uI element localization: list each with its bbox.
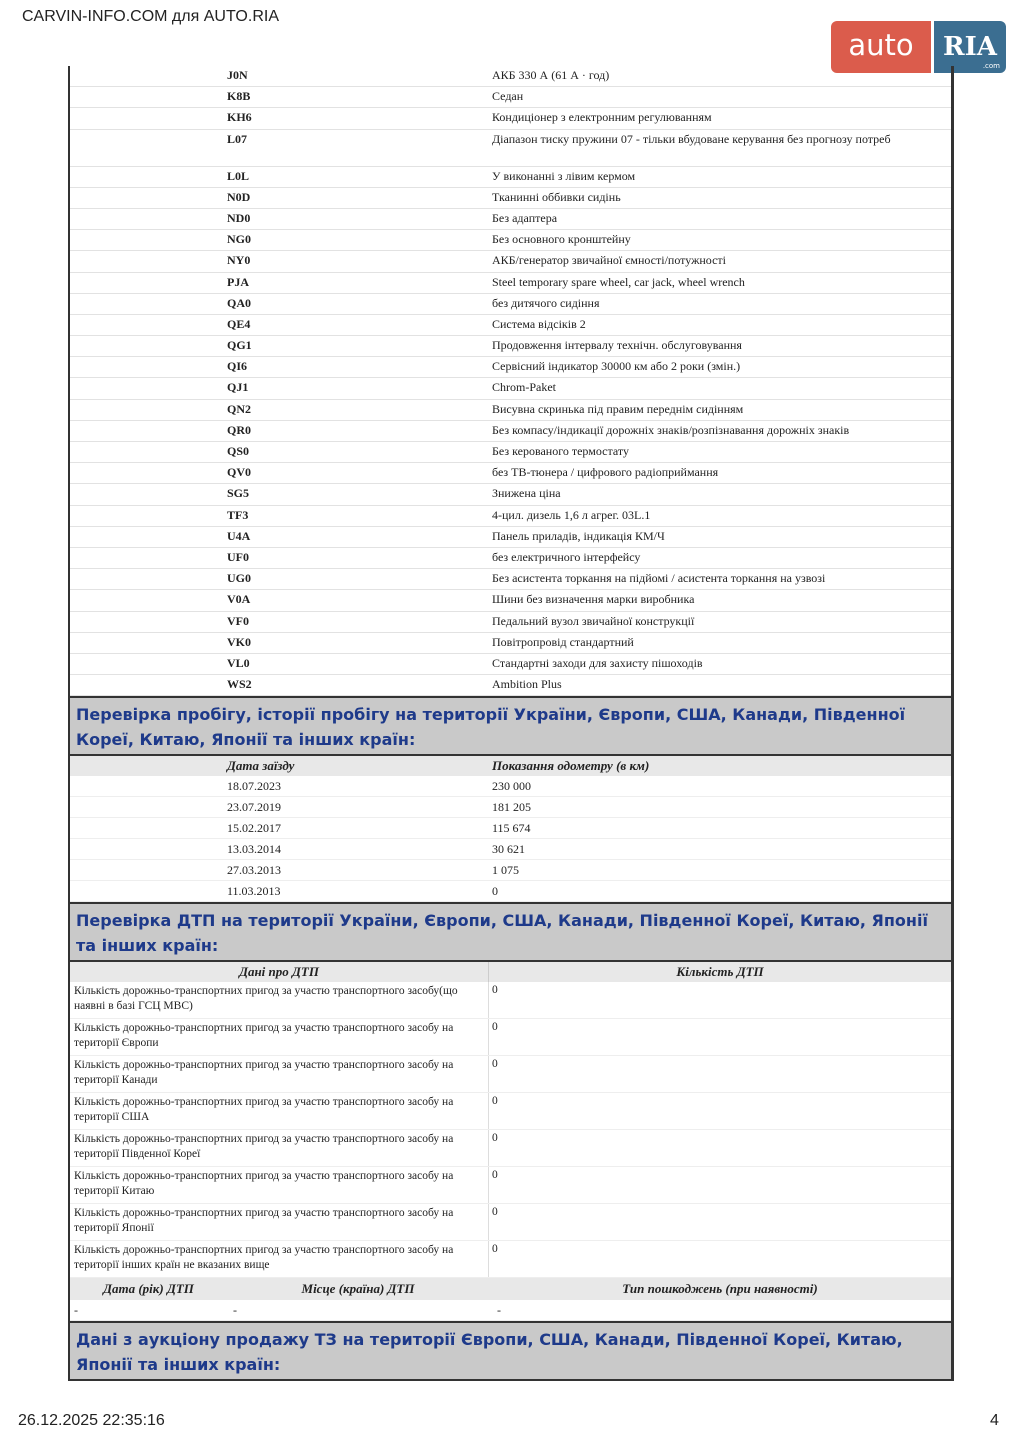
option-code: VF0 <box>227 613 249 628</box>
accident-row <box>70 1056 951 1093</box>
mileage-row <box>70 818 951 839</box>
option-description: без електричного інтерфейсу <box>492 549 641 564</box>
mileage-col-odometer: Показання одометру (в км) <box>492 758 650 774</box>
option-spacer <box>70 130 227 166</box>
accident-count: 0 <box>492 984 498 997</box>
option-row <box>70 167 951 188</box>
option-row <box>70 569 951 590</box>
col-accident-place: Місце (країна) ДТП <box>301 1281 415 1297</box>
mileage-header-row <box>70 756 951 776</box>
accident-row <box>70 1130 951 1167</box>
option-row <box>70 612 951 633</box>
accident-label: Кількість дорожньо-транспортних пригод за участю транспортного засобу на території Південної Кореї <box>70 1130 489 1166</box>
option-description: Тканинні оббивки сидінь <box>492 189 621 204</box>
option-description: Система відсіків 2 <box>492 316 586 331</box>
accident-count: 0 <box>492 1243 498 1256</box>
option-code: WS2 <box>227 677 252 692</box>
option-row <box>70 315 951 336</box>
option-description: Стандартні заходи для захисту пішоходів <box>492 655 703 670</box>
accidents-section-title: Перевірка ДТП на території України, Європи, США, Канади, Південної Кореї, Китаю, Японії та інших країн: <box>70 902 951 962</box>
option-description: Без керованого термостату <box>492 444 629 458</box>
mileage-km: 1 075 <box>492 862 519 877</box>
accident-label: Кількість дорожньо-транспортних пригод за участю транспортного засобу(що наявні в базі ГСЦ МВС) <box>70 982 489 1018</box>
option-spacer <box>70 463 227 483</box>
option-code: VK0 <box>227 634 251 649</box>
option-spacer <box>70 336 227 356</box>
option-row <box>70 527 951 548</box>
accident-label: Кількість дорожньо-транспортних пригод за участю транспортного засобу на території Японії <box>70 1204 489 1240</box>
accident-date-value: - <box>74 1302 78 1317</box>
mileage-table <box>70 776 951 902</box>
option-row <box>70 633 951 654</box>
option-code: N0D <box>227 189 251 204</box>
mileage-km: 230 000 <box>492 778 531 793</box>
option-description: Без асистента торкання на підйомі / асистента торкання на узвозі <box>492 571 826 586</box>
accidents-col-data: Дані про ДТП <box>70 962 489 982</box>
option-description: Без основного кронштейну <box>492 232 631 247</box>
footer-datetime: 26.12.2025 22:35:16 <box>18 1412 165 1429</box>
option-spacer <box>70 230 227 250</box>
option-spacer <box>70 612 227 632</box>
option-description: АКБ 330 А (61 А · год) <box>492 68 610 82</box>
mileage-col-date: Дата заїзду <box>227 758 295 774</box>
option-description: Шини без визначення марки виробника <box>492 592 695 607</box>
option-spacer <box>70 421 227 441</box>
accident-place-value: - <box>233 1302 237 1317</box>
mileage-date: 23.07.2019 <box>227 799 281 814</box>
option-description: АКБ/генератор звичайної ємності/потужності <box>492 253 727 268</box>
option-row <box>70 357 951 378</box>
option-spacer <box>70 527 227 547</box>
option-row <box>70 590 951 611</box>
mileage-row <box>70 839 951 860</box>
option-spacer <box>70 87 227 107</box>
option-spacer <box>70 569 227 589</box>
mileage-date: 18.07.2023 <box>227 778 281 793</box>
option-row <box>70 506 951 527</box>
accident-details-row <box>70 1300 951 1321</box>
option-code: L07 <box>227 131 248 146</box>
option-spacer <box>70 315 227 335</box>
option-spacer <box>70 209 227 229</box>
accident-count: 0 <box>492 1132 498 1145</box>
option-row <box>70 548 951 569</box>
logo-ria: RIA .com <box>934 21 1006 73</box>
options-table <box>70 66 951 696</box>
option-spacer <box>70 167 227 187</box>
option-spacer <box>70 188 227 208</box>
option-code: SG5 <box>227 486 250 501</box>
accident-count: 0 <box>492 1206 498 1219</box>
mileage-date: 13.03.2014 <box>227 841 281 856</box>
option-spacer <box>70 506 227 526</box>
option-description: Висувна скринька під правим переднім сидінням <box>492 401 744 416</box>
accident-count: 0 <box>492 1058 498 1071</box>
accident-label: Кількість дорожньо-транспортних пригод за участю транспортного засобу на території Канади <box>70 1056 489 1092</box>
accident-row <box>70 1093 951 1130</box>
mileage-km: 0 <box>492 883 498 898</box>
option-row <box>70 87 951 108</box>
option-code: KH6 <box>227 110 252 125</box>
accident-label: Кількість дорожньо-транспортних пригод за участю транспортного засобу на території США <box>70 1093 489 1129</box>
option-description: Знижена ціна <box>492 486 561 501</box>
accident-label: Кількість дорожньо-транспортних пригод за участю транспортного засобу на території Китаю <box>70 1167 489 1203</box>
option-code: QR0 <box>227 422 251 437</box>
option-row <box>70 463 951 484</box>
accident-row <box>70 1241 951 1278</box>
col-accident-damage: Тип пошкоджень (при наявності) <box>622 1281 818 1297</box>
logo-auto: auto <box>831 21 931 73</box>
accident-row <box>70 1167 951 1204</box>
option-code: QN2 <box>227 401 251 416</box>
option-row <box>70 66 951 87</box>
option-description: Кондиціонер з електронним регулюванням <box>492 110 712 125</box>
option-row <box>70 484 951 505</box>
option-description: 4-цил. дизель 1,6 л агрег. 03L.1 <box>492 507 651 522</box>
mileage-date: 15.02.2017 <box>227 820 281 835</box>
option-description: без дитячого сидіння <box>492 295 600 310</box>
option-code: QE4 <box>227 316 251 331</box>
mileage-row <box>70 881 951 902</box>
option-spacer <box>70 273 227 293</box>
mileage-km: 115 674 <box>492 820 531 835</box>
option-row <box>70 130 951 167</box>
accident-details-header <box>70 1278 951 1300</box>
option-spacer <box>70 294 227 314</box>
option-spacer <box>70 590 227 610</box>
accident-row <box>70 982 951 1019</box>
accident-count: 0 <box>492 1095 498 1108</box>
option-code: NG0 <box>227 232 251 247</box>
option-description: Седан <box>492 89 524 104</box>
mileage-date: 27.03.2013 <box>227 862 281 877</box>
option-description: без ТВ-тюнера / цифрового радіоприймання <box>492 465 719 480</box>
option-code: QJ1 <box>227 380 249 395</box>
mileage-section-title: Перевірка пробігу, історії пробігу на території України, Європи, США, Канади, Південної Кореї, Китаю, Японії та інших країн: <box>70 696 951 756</box>
option-spacer <box>70 378 227 398</box>
option-description: Сервісний індикатор 30000 км або 2 роки (змін.) <box>492 359 741 374</box>
accidents-col-count: Кількість ДТП <box>676 964 764 980</box>
mileage-km: 30 621 <box>492 841 525 856</box>
accident-row <box>70 1204 951 1241</box>
col-accident-date: Дата (рік) ДТП <box>103 1281 194 1297</box>
option-spacer <box>70 484 227 504</box>
option-row <box>70 378 951 399</box>
option-spacer <box>70 633 227 653</box>
option-description: Без адаптера <box>492 210 558 225</box>
option-spacer <box>70 357 227 377</box>
report-frame <box>68 66 954 1381</box>
mileage-row <box>70 776 951 797</box>
accident-row <box>70 1019 951 1056</box>
mileage-row <box>70 860 951 881</box>
option-code: VL0 <box>227 655 250 670</box>
option-code: K8B <box>227 89 251 104</box>
option-spacer <box>70 251 227 271</box>
option-code: QG1 <box>227 338 252 353</box>
option-code: V0A <box>227 592 251 607</box>
accident-label: Кількість дорожньо-транспортних пригод за участю транспортного засобу на території інших країн не вказаних вище <box>70 1241 489 1277</box>
accident-count: 0 <box>492 1021 498 1034</box>
option-code: NY0 <box>227 253 251 268</box>
option-row <box>70 251 951 272</box>
option-description: У виконанні з лівим кермом <box>492 168 636 183</box>
option-code: L0L <box>227 168 250 183</box>
option-description: Chrom-Paket <box>492 380 556 395</box>
option-description: Педальний вузол звичайної конструкції <box>492 613 695 628</box>
option-code: PJA <box>227 274 249 289</box>
auction-section-title: Дані з аукціону продажу ТЗ на території Європи, США, Канади, Південної Кореї, Китаю, Японії та інших країн: <box>70 1321 951 1379</box>
option-spacer <box>70 108 227 128</box>
option-row <box>70 230 951 251</box>
option-row <box>70 675 951 696</box>
page-number: 4 <box>990 1412 999 1429</box>
option-code: QV0 <box>227 465 251 480</box>
accident-damage-value: - <box>497 1302 501 1317</box>
option-code: QS0 <box>227 444 250 458</box>
option-row <box>70 336 951 357</box>
option-spacer <box>70 442 227 462</box>
accidents-table <box>70 982 951 1278</box>
option-spacer <box>70 548 227 568</box>
option-row <box>70 188 951 209</box>
option-code: UG0 <box>227 571 251 586</box>
site-header: CARVIN-INFO.COM для AUTO.RIA <box>22 8 279 25</box>
option-row <box>70 108 951 129</box>
mileage-km: 181 205 <box>492 799 531 814</box>
mileage-date: 11.03.2013 <box>227 883 281 898</box>
option-row <box>70 294 951 315</box>
option-description: Продовження інтервалу технічн. обслуговування <box>492 338 742 353</box>
option-code: TF3 <box>227 507 249 522</box>
option-row <box>70 400 951 421</box>
mileage-row <box>70 797 951 818</box>
option-spacer <box>70 66 227 86</box>
option-spacer <box>70 400 227 420</box>
option-description: Панель приладів, індикація КМ/Ч <box>492 528 665 543</box>
option-description: Steel temporary spare wheel, car jack, wheel wrench <box>492 274 745 289</box>
option-row <box>70 421 951 442</box>
option-code: UF0 <box>227 549 249 564</box>
option-code: QA0 <box>227 295 251 310</box>
option-row <box>70 209 951 230</box>
option-description: Без компасу/індикації дорожніх знаків/розпізнавання дорожніх знаків <box>492 422 850 437</box>
option-row <box>70 654 951 675</box>
option-row <box>70 273 951 294</box>
accident-label: Кількість дорожньо-транспортних пригод за участю транспортного засобу на території Європи <box>70 1019 489 1055</box>
option-code: QI6 <box>227 359 248 374</box>
option-spacer <box>70 654 227 674</box>
option-description: Ambition Plus <box>492 677 562 692</box>
option-code: ND0 <box>227 210 251 225</box>
accident-count: 0 <box>492 1169 498 1182</box>
option-row <box>70 442 951 463</box>
option-code: J0N <box>227 68 248 82</box>
option-code: U4A <box>227 528 251 543</box>
accidents-header-row <box>70 962 951 982</box>
option-description: Повітропровід стандартний <box>492 634 634 649</box>
option-spacer <box>70 675 227 695</box>
option-description: Діапазон тиску пружини 07 - тільки вбудоване керування без прогнозу потреб <box>492 131 891 146</box>
